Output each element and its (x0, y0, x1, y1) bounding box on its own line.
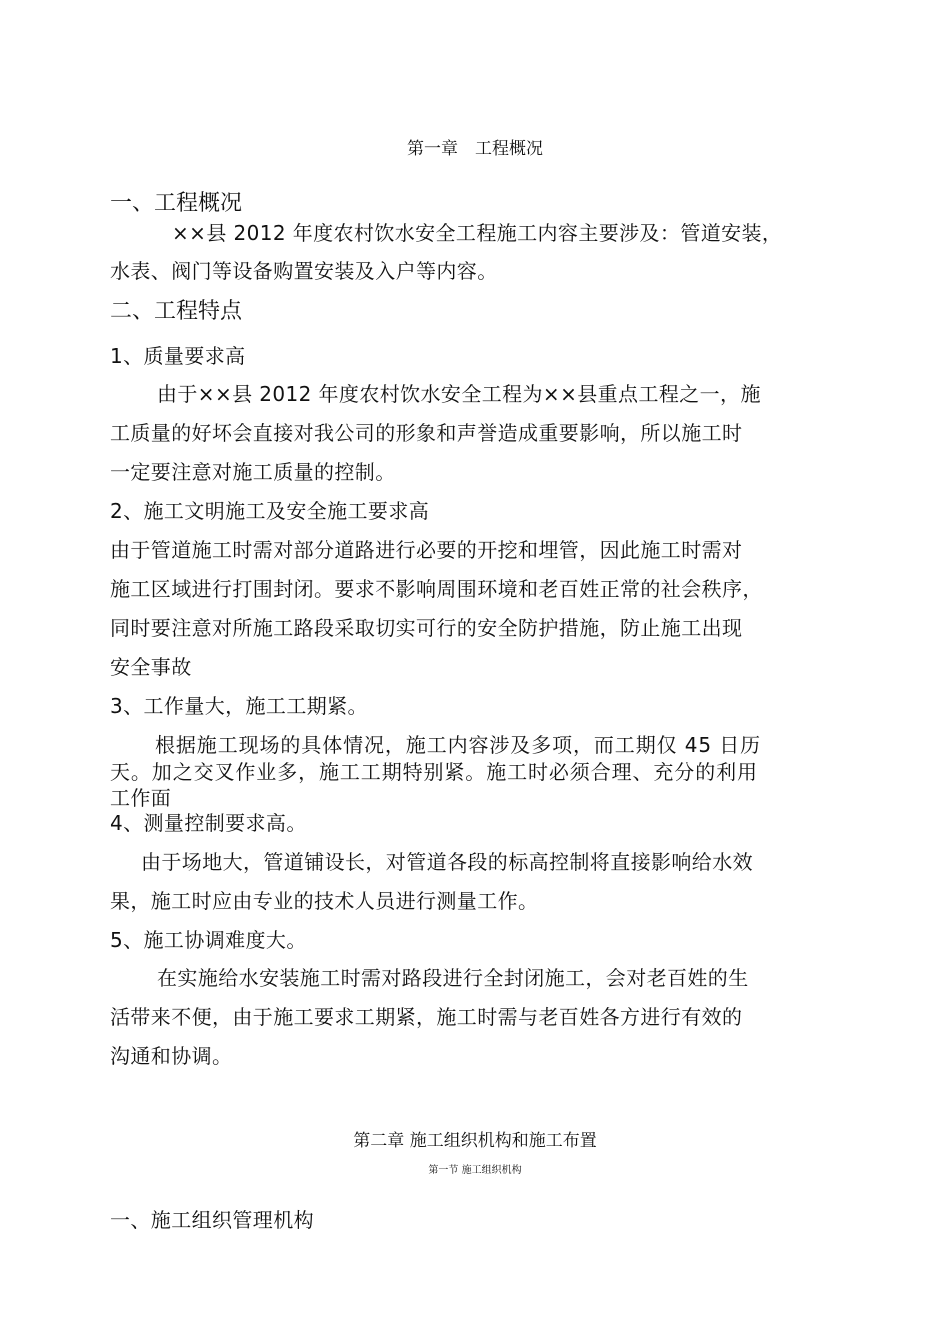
paragraph-line: 果，施工时应由专业的技术人员进行测量工作。 (110, 889, 539, 913)
paragraph-line: 活带来不便，由于施工要求工期紧，施工时需与老百姓各方进行有效的 (110, 1005, 743, 1029)
section-heading-features: 二、工程特点 (110, 299, 243, 324)
paragraph-line: 一定要注意对施工质量的控制。 (110, 460, 396, 484)
paragraph-line: 由于管道施工时需对部分道路进行必要的开挖和埋管，因此施工时需对 (110, 538, 743, 562)
paragraph-line: 工质量的好坏会直接对我公司的形象和声誉造成重要影响，所以施工时 (110, 421, 743, 445)
paragraph-line: 安全事故 (110, 655, 192, 679)
chapter-1-title: 第一章 工程概况 (407, 139, 543, 159)
paragraph-line: 工作面 (110, 786, 172, 810)
paragraph-line: 同时要注意对所施工路段采取切实可行的安全防护措施，防止施工出现 (110, 616, 743, 640)
chapter-2-section-title: 第一节 施工组织机构 (428, 1165, 522, 1176)
item-title: 5、施工协调难度大。 (110, 928, 307, 952)
section-heading-overview: 一、工程概况 (110, 191, 243, 216)
paragraph-line: 水表、阀门等设备购置安装及入户等内容。 (110, 259, 498, 283)
section-heading-organization: 一、施工组织管理机构 (110, 1208, 314, 1232)
paragraph-line: 沟通和协调。 (110, 1044, 233, 1068)
item-title: 3、工作量大，施工工期紧。 (110, 694, 368, 718)
paragraph-line: ××县 2012 年度农村饮水安全工程施工内容主要涉及：管道安装， (172, 221, 783, 245)
item-title: 2、施工文明施工及安全施工要求高 (110, 499, 430, 523)
paragraph-line: 施工区域进行打围封闭。要求不影响周围环境和老百姓正常的社会秩序， (110, 577, 763, 601)
paragraph-line: 由于场地大，管道铺设长，对管道各段的标高控制将直接影响给水效 (141, 850, 753, 874)
item-title: 4、测量控制要求高。 (110, 811, 307, 835)
item-title: 1、质量要求高 (110, 344, 246, 368)
paragraph-line: 根据施工现场的具体情况，施工内容涉及多项，而工期仅 45 日历 (155, 733, 762, 757)
paragraph-line: 天。加之交叉作业多，施工工期特别紧。施工时必须合理、充分的利用 (110, 760, 758, 784)
paragraph-line: 由于××县 2012 年度农村饮水安全工程为××县重点工程之一，施 (157, 382, 761, 406)
chapter-2-title: 第二章 施工组织机构和施工布置 (353, 1131, 597, 1151)
paragraph-line: 在实施给水安装施工时需对路段进行全封闭施工，会对老百姓的生 (157, 966, 749, 990)
